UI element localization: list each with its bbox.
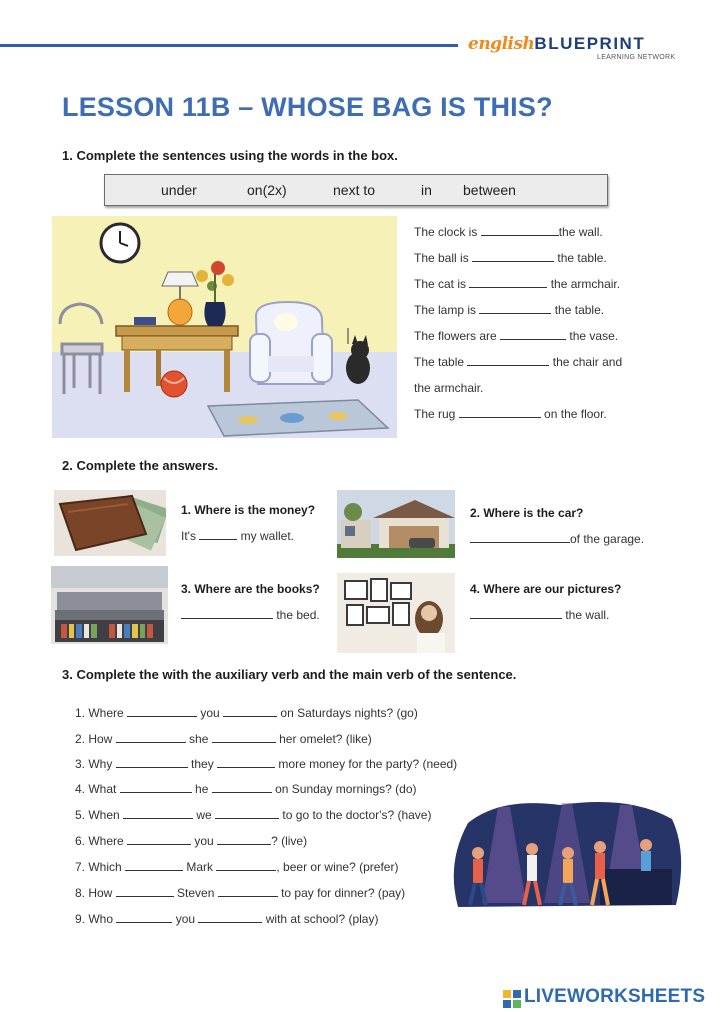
word-on: on(2x) bbox=[247, 182, 287, 198]
answer-blank[interactable] bbox=[500, 329, 566, 340]
auxiliary-blank[interactable] bbox=[127, 706, 197, 717]
word-next-to: next to bbox=[333, 182, 376, 198]
answer-blank[interactable] bbox=[181, 608, 273, 619]
verb-blank[interactable] bbox=[198, 912, 262, 923]
clock-icon bbox=[101, 224, 139, 262]
question-4: 4. Where are our pictures? bbox=[470, 582, 622, 596]
sentence-5: The flowers are the vase. bbox=[414, 329, 619, 343]
answer-blank[interactable] bbox=[479, 303, 551, 314]
english-blueprint-logo bbox=[468, 34, 698, 64]
verb-blank[interactable] bbox=[217, 757, 275, 768]
exercise-row-9: 9. Who you with at school? (play) bbox=[75, 912, 379, 926]
sentence-2: The ball is the table. bbox=[414, 251, 607, 265]
auxiliary-blank[interactable] bbox=[116, 757, 188, 768]
answer-blank[interactable] bbox=[470, 608, 562, 619]
ball-icon bbox=[161, 371, 187, 397]
auxiliary-blank[interactable] bbox=[127, 834, 191, 845]
liveworksheets-logo bbox=[503, 986, 718, 1012]
word-between: between bbox=[463, 182, 516, 198]
armchair-icon bbox=[250, 302, 332, 384]
exercise-row-2: 2. How she her omelet? (like) bbox=[75, 732, 372, 746]
page-title: LESSON 11B – WHOSE BAG IS THIS? bbox=[62, 92, 553, 122]
question-3: 3. Where are the books? bbox=[181, 582, 320, 596]
sentence-1: The clock is the wall. bbox=[414, 225, 603, 239]
room-illustration bbox=[52, 216, 402, 438]
brand-main: BLUEPRINT bbox=[534, 34, 646, 53]
auxiliary-blank[interactable] bbox=[116, 886, 174, 897]
exercise-row-3: 3. Why they more money for the party? (need) bbox=[75, 757, 458, 771]
sentence-6: The table the chair and bbox=[414, 355, 623, 369]
answer-blank[interactable] bbox=[472, 251, 554, 262]
answer-blank[interactable] bbox=[467, 355, 549, 366]
verb-blank[interactable] bbox=[212, 732, 276, 743]
verb-blank[interactable] bbox=[215, 808, 279, 819]
party-illustration bbox=[440, 793, 690, 915]
sentence-4: The lamp is the table. bbox=[414, 303, 605, 317]
answer-blank[interactable] bbox=[481, 225, 559, 236]
question-1: 1. Where is the money? bbox=[181, 503, 316, 517]
sentence-7: The rug on the floor. bbox=[414, 407, 607, 421]
auxiliary-blank[interactable] bbox=[116, 732, 186, 743]
liveworksheets-text: LIVEWORKSHEETS bbox=[524, 986, 706, 1007]
exercise-row-8: 8. How Steven to pay for dinner? (pay) bbox=[75, 886, 406, 900]
answer-blank[interactable] bbox=[199, 529, 237, 540]
brand-sub: LEARNING NETWORK bbox=[597, 54, 676, 61]
verb-blank[interactable] bbox=[223, 706, 277, 717]
verb-blank[interactable] bbox=[216, 860, 276, 871]
auxiliary-blank[interactable] bbox=[116, 912, 172, 923]
wallet-photo bbox=[54, 490, 166, 556]
sentence-3: The cat is the armchair. bbox=[414, 277, 621, 291]
answer-3: the bed. bbox=[181, 608, 320, 622]
section3-heading: 3. Complete the with the auxiliary verb and the main verb of the sentence. bbox=[62, 667, 517, 682]
exercise-row-7: 7. Which Mark , beer or wine? (prefer) bbox=[75, 860, 399, 874]
question-2: 2. Where is the car? bbox=[470, 506, 584, 520]
exercise-row-5: 5. When we to go to the doctor's? (have) bbox=[75, 808, 432, 822]
verb-blank[interactable] bbox=[218, 886, 278, 897]
exercise-row-1: 1. Where you on Saturdays nights? (go) bbox=[75, 706, 418, 720]
pictures-photo bbox=[337, 573, 455, 653]
auxiliary-blank[interactable] bbox=[125, 860, 183, 871]
bed-photo bbox=[51, 566, 168, 644]
header-rule bbox=[0, 44, 458, 47]
verb-blank[interactable] bbox=[212, 782, 272, 793]
word-in: in bbox=[421, 182, 432, 198]
exercise-row-4: 4. What he on Sunday mornings? (do) bbox=[75, 782, 417, 796]
section1-heading: 1. Complete the sentences using the words in the box. bbox=[62, 148, 398, 163]
sentence-6-cont: the armchair. bbox=[414, 381, 484, 395]
auxiliary-blank[interactable] bbox=[120, 782, 192, 793]
word-under: under bbox=[161, 182, 197, 198]
answer-blank[interactable] bbox=[470, 532, 570, 543]
brand-script: english bbox=[468, 34, 535, 54]
garage-photo bbox=[337, 490, 455, 558]
answer-4: the wall. bbox=[470, 608, 609, 622]
answer-1: It's my wallet. bbox=[181, 529, 294, 543]
word-box bbox=[104, 174, 608, 206]
answer-blank[interactable] bbox=[459, 407, 541, 418]
answer-blank[interactable] bbox=[469, 277, 547, 288]
section2-heading: 2. Complete the answers. bbox=[62, 458, 219, 473]
auxiliary-blank[interactable] bbox=[123, 808, 193, 819]
answer-2: of the garage. bbox=[470, 532, 644, 546]
verb-blank[interactable] bbox=[217, 834, 271, 845]
exercise-row-6: 6. Where you ? (live) bbox=[75, 834, 308, 848]
liveworksheets-icon bbox=[503, 990, 521, 1008]
